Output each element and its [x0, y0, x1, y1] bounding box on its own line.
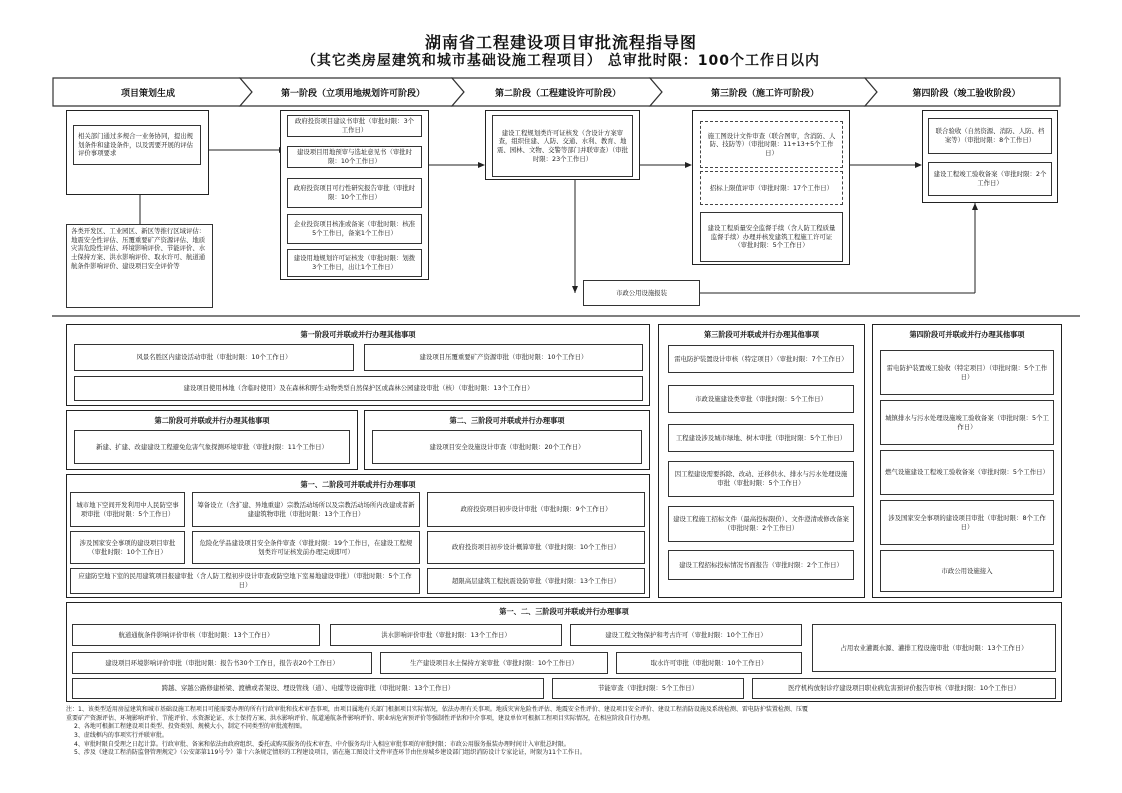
s12-religious-site: 筹备设立（含扩建、异地重建）宗教活动场所以及宗教活动场所内改建或者新建建筑物审批（审批时限：13个工作日） [192, 492, 420, 527]
s3-lightning-design: 雷电防护装置设计审核（特定项目）（审批时限：7个工作日） [668, 345, 854, 373]
s12-civil-defense: 城市地下空间开发利用中人民防空事项审批（审批时限：5个工作日） [70, 492, 185, 527]
note-line: 重要矿产资源评估、环境影响评价、节能评价、水资源论证、水土保持方案、洪水影响评价、航道通航条件影响评价、职业病危害预评价等强制性评估和中介事项，建设单位可根据工程项目实际情况，在相应阶段自行办理。 [66, 714, 655, 722]
s123-road-crossing: 跨越、穿越公路修建桥梁、渡槽或者架设、埋设管线（道）、电缆等设施审批（审批时限：13个工作日） [72, 678, 544, 699]
s3-bid-report: 建设工程招标投标情况书面报告（审批时限：2个工作日） [668, 550, 854, 580]
stage-label-1: 第一阶段（立项用地规划许可阶段） [280, 88, 425, 99]
note-line: 2、各地可根据工程建设项目类型、投资类别、规模大小，制定不同类型的审批流程图。 [74, 723, 306, 731]
stage1-item-proposal: 政府投资项目建议书审批（审批时限：3个工作日） [287, 115, 422, 137]
regional-assessment-box: 各类开发区、工业园区、新区等推行区域评估：地震安全性评估、压覆重要矿产资源评估、地质灾害危险性评估、环境影响评价、节能评价、水土保持方案、洪水影响评价、取水许可、航道通航条件影响评价、建设项目安全评价等 [66, 224, 213, 308]
s4-gas-record: 燃气设施建设工程竣工验收备案（审批时限：5个工作日） [880, 450, 1054, 495]
planning-coordination-box: 相关部门通过多规合一业务协同，提出规划条件和建设条件，以及需要开展的评估评价事项要求 [73, 125, 201, 165]
stage-label-planning: 项目策划生成 [120, 88, 175, 99]
note-line: 3、虚线框内的事项实行并联审批。 [74, 732, 168, 740]
stage3-drawing-review: 施工图设计文件审查（联合图审，含消防、人防、技防等）（审批时限：11+13+5个工作日） [700, 121, 843, 168]
s12-preliminary-design: 政府投资项目初步设计审批（审批时限：9个工作日） [427, 492, 645, 527]
s3-water-relocation: 因工程建设需要拆除、改动、迁移供水、排水与污水处理设施审批（审批时限：5个工作日） [668, 461, 854, 497]
s2-parallel-header: 第二阶段可并联或并行办理其他事项 [154, 416, 270, 425]
stage-label-2: 第二阶段（工程建设许可阶段） [494, 88, 621, 99]
s12-hazardous-chemicals: 危险化学品建设项目安全条件审查（审批时限：19个工作日，在建设工程规划类许可证核发前办理完成即可） [192, 531, 420, 564]
s123-waterway: 航道通航条件影响评价审核（审批时限：13个工作日） [72, 624, 320, 646]
s12-design-budget: 政府投资项目初步设计概算审批（审批时限：10个工作日） [427, 531, 645, 564]
s1-parallel-header: 第一阶段可并联或并行办理其他事项 [300, 330, 416, 339]
note-line: 4、审批时限自受理之日起计算。行政审批、备案和依法由政府组织、委托或购买服务的技术审查、中介服务均计入相应审批事项的审批时限；市政公用服务报装办理时间计入审批总时限。 [74, 740, 570, 748]
stage1-item-approval: 企业投资项目核准或备案（审批时限：核准5个工作日，备案1个工作日） [287, 214, 422, 244]
s3-municipal-facility: 市政设施建设类审批（审批时限：5个工作日） [668, 385, 854, 413]
note-line: 5、涉及《建设工程消防监督管理规定》（公安部第119号令）第十六条规定情形的工程建设项目，需在施工图设计文件审查环节由住房城乡建设部门组织消防设计专家论证，时限为11个工作日。 [74, 749, 586, 757]
s123-water-intake: 取水许可审批（审批时限：10个工作日） [616, 652, 802, 674]
page-subtitle: （其它类房屋建筑和城市基础设施工程项目） 总审批时限：100个工作日以内 [301, 53, 821, 69]
s123-flood: 洪水影响评价审批（审批时限：13个工作日） [330, 624, 562, 646]
s123-radiation: 医疗机构放射诊疗建设项目职业病危害预评价报告审核（审批时限：10个工作日） [752, 678, 1056, 699]
s123-soil-conservation: 生产建设项目水土保持方案审批（审批时限：10个工作日） [380, 652, 608, 674]
stage1-item-feasibility: 政府投资项目可行性研究报告审批（审批时限：10个工作日） [287, 178, 422, 208]
notes-section [66, 706, 1066, 758]
stage4-joint-acceptance: 联合验收（自然资源、消防、人防、档案等）（审批时限：8个工作日） [928, 118, 1052, 154]
planning-stage-frame [66, 110, 209, 195]
stage3-construction-permit: 建设工程质量安全监督手续（含人防工程质量监督手续）办理并核发建筑工程施工许可证（审批时限：5个工作日） [700, 212, 843, 262]
stage1-item-land-permit: 建设用地规划许可证核发（审批时限：划拨3个工作日，出让1个工作日） [287, 249, 422, 277]
s4-parallel-header: 第四阶段可并联或并行办理其他事项 [909, 330, 1025, 339]
municipal-utility-box: 市政公用设施报装 [583, 280, 700, 306]
s23-parallel-header: 第二、三阶段可并联或并行办理事项 [449, 416, 565, 425]
s2-meteorological: 新建、扩建、改建建设工程避免危害气象探测环境审批（审批时限：11个工作日） [74, 430, 350, 464]
s12-seismic-fortification: 超限高层建筑工程抗震设防审批（审批时限：13个工作日） [427, 568, 645, 594]
s4-drainage-record: 城镇排水与污水处理设施竣工验收备案（审批时限：5个工作日） [880, 400, 1054, 445]
s3-parallel-header: 第三阶段可并联或并行办理其他事项 [703, 330, 819, 339]
stage-label-4: 第四阶段（竣工验收阶段） [912, 88, 1021, 99]
s1-mineral-resource: 建设项目压覆重要矿产资源审批（审批时限：10个工作日） [364, 344, 643, 371]
s12-national-security: 涉及国家安全事项的建设项目审批（审批时限：10个工作日） [70, 531, 185, 564]
stage-label-3: 第三阶段（施工许可阶段） [710, 88, 819, 99]
s12-parallel-header: 第一、二阶段可并联或并行办理事项 [300, 480, 416, 489]
stage1-item-site: 建设项目用地预审与选址意见书（审批时限：10个工作日） [287, 146, 422, 168]
s123-irrigation: 占用农业灌溉水源、灌排工程设施审批（审批时限：13个工作日） [812, 624, 1056, 672]
s1-scenic-area: 风景名胜区内建设活动审批（审批时限：10个工作日） [74, 344, 354, 371]
s3-green-space: 工程建设涉及城市绿地、树木审批（审批时限：5个工作日） [668, 424, 854, 452]
s3-bid-document: 建设工程施工招标文件（最高投标限价）、文件澄清或修改备案（审批时限：2个工作日） [668, 506, 854, 542]
note-line: 注：1、该类型适用房屋建筑和城市基础设施工程项目可能需要办理的所有行政审批和技术审查事项，由项目属地有关部门根据项目实际情况，依法办理有关事项。地质灾害危险性评估、地震安全性评价、建设项目安全评价、建设工程消防设施及系统检测、雷电防护装置检测、压覆 [66, 706, 808, 713]
s123-environmental: 建设项目环境影响评价审批（审批时限：报告书30个工作日，报告表20个工作日） [72, 652, 372, 674]
s23-safety-design: 建设项目安全设施设计审查（审批时限：20个工作日） [372, 430, 642, 464]
s123-parallel-header: 第一、二、三阶段可并联或并行办理事项 [499, 607, 629, 616]
s4-lightning-acceptance: 雷电防护装置竣工验收（特定项目）（审批时限：5个工作日） [880, 350, 1054, 395]
stage3-bid-ceiling: 招标上限值评审（审批时限：17个工作日） [700, 171, 843, 205]
s12-air-defense-basement: 应建防空地下室的民用建筑项目报建审批（含人防工程初步设计审查或防空地下室易地建设审批）（审批时限：5个工作日） [70, 568, 420, 594]
page-title: 湖南省工程建设项目审批流程指导图 [424, 33, 697, 52]
s1-forest-land: 建设项目使用林地（含临时使用）及在森林和野生动物类型自然保护区或森林公园建设审批（核）（审批时限：13个工作日） [74, 376, 643, 401]
s123-cultural-relics: 建设工程文物保护和考古许可（审批时限：10个工作日） [570, 624, 802, 646]
s123-energy-review: 节能审查（审批时限：5个工作日） [552, 678, 744, 699]
stage2-planning-permit: 建设工程规划类许可证核发（含设计方案审查，组织住建、人防、交通、水利、教育、地震、园林、文物、交警等部门并联审查）（审批时限：23个工作日） [492, 115, 633, 177]
s4-municipal-connection: 市政公用设施接入 [880, 550, 1054, 592]
s4-national-security: 涉及国家安全事项的建设项目审批（审批时限：8个工作日） [880, 500, 1054, 545]
stage4-acceptance-record: 建设工程竣工验收备案（审批时限：2个工作日） [928, 162, 1052, 196]
